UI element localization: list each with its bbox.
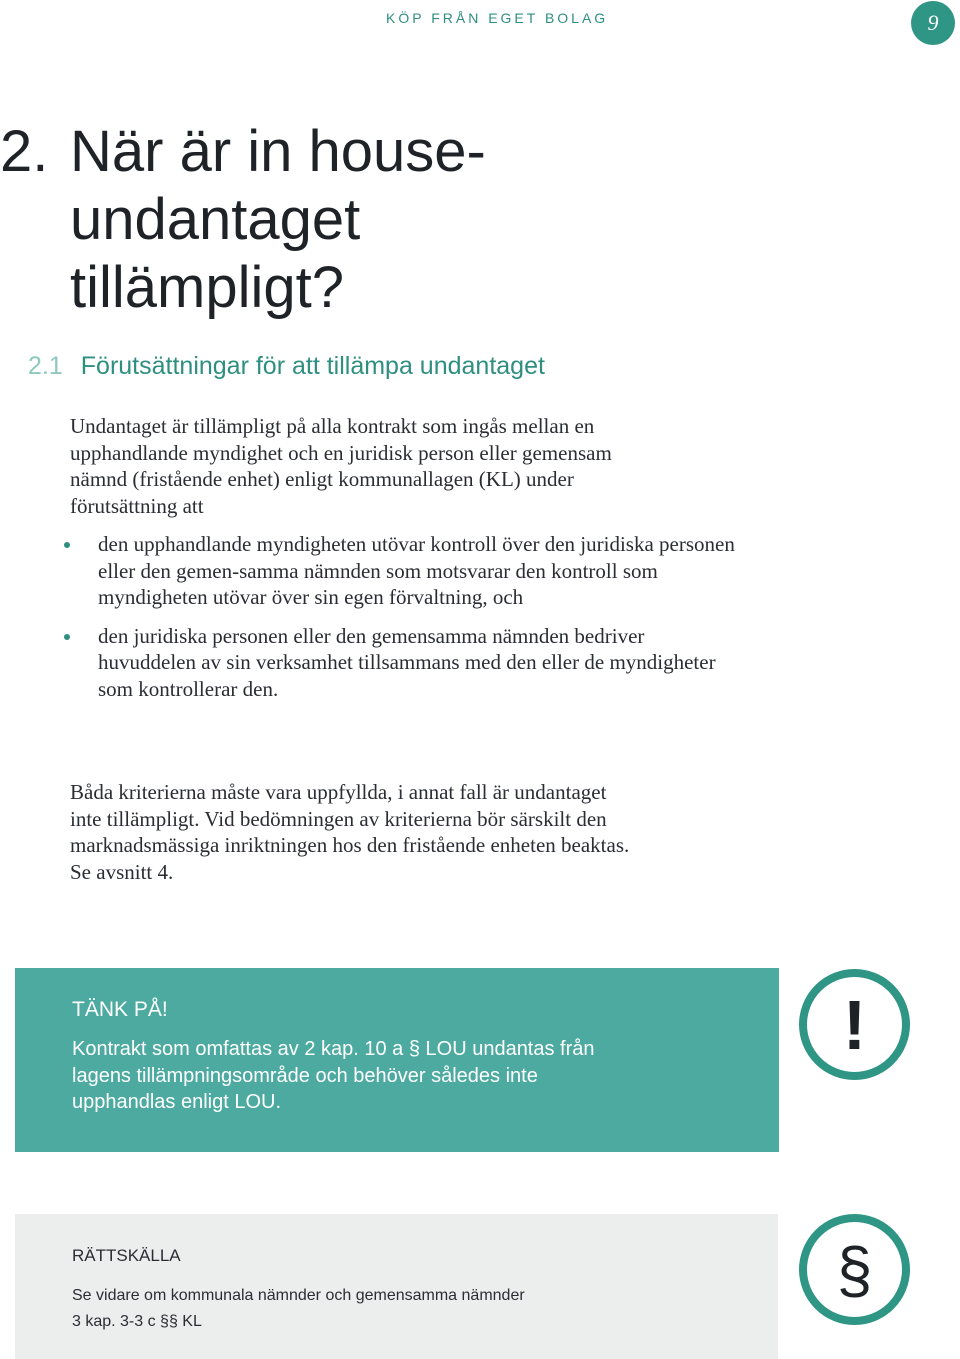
source-line: Se vidare om kommunala nämnder och gemensamma nämnder bbox=[72, 1287, 525, 1304]
chapter-number: 2. bbox=[0, 119, 49, 184]
intro-paragraph: Undantaget är tillämpligt på alla kontrakt som ingås mellan en upphandlande myndighet och en juridisk person eller gemensam nämnd (fristående enhet) enligt kommunallagen (KL) under förutsättning att bbox=[70, 414, 612, 518]
criteria-list bbox=[62, 531, 742, 714]
running-head: KÖP FRÅN EGET BOLAG bbox=[386, 10, 609, 26]
source-callout bbox=[15, 1214, 778, 1359]
page-title: När är in house-undantaget tillämpligt? bbox=[70, 119, 486, 320]
tip-text: Kontrakt som omfattas av 2 kap. 10 a § LOU undantas från lagens tillämpningsområde och behöver således inte upphandlas enligt LOU. bbox=[72, 1038, 595, 1113]
tip-title: TÄNK PÅ! bbox=[72, 998, 168, 1021]
conclusion-paragraph: Båda kriterierna måste vara uppfyllda, i annat fall är undantaget inte tillämpligt. Vid bedömningen av kriterierna bör särskilt den marknadsmässiga inriktningen hos den fristående enheten beaktas. Se avsnitt 4. bbox=[70, 780, 630, 884]
list-item: den juridiska personen eller den gemensamma nämnden bedriver huvuddelen av sin verksamhet tillsammans med den eller de myndigheter som kontrollerar den. bbox=[62, 623, 742, 703]
page-number-badge: 9 bbox=[911, 1, 955, 45]
source-line: 3 kap. 3-3 c §§ KL bbox=[72, 1313, 202, 1330]
section-title: Förutsättningar för att tillämpa undantaget bbox=[80, 352, 545, 380]
source-title: RÄTTSKÄLLA bbox=[72, 1246, 181, 1265]
section-number: 2.1 bbox=[28, 352, 63, 380]
list-item: den upphandlande myndigheten utövar kontroll över den juridiska personen eller den gemen-samma nämnden som motsvarar den kontroll som myndigheten utövar över sin egen förvaltning, och bbox=[62, 531, 742, 611]
section-heading bbox=[28, 352, 545, 381]
source-text bbox=[72, 1283, 672, 1335]
exclamation-icon: ! bbox=[799, 969, 910, 1080]
paragraph-icon: § bbox=[799, 1214, 910, 1325]
tip-callout bbox=[15, 968, 779, 1152]
